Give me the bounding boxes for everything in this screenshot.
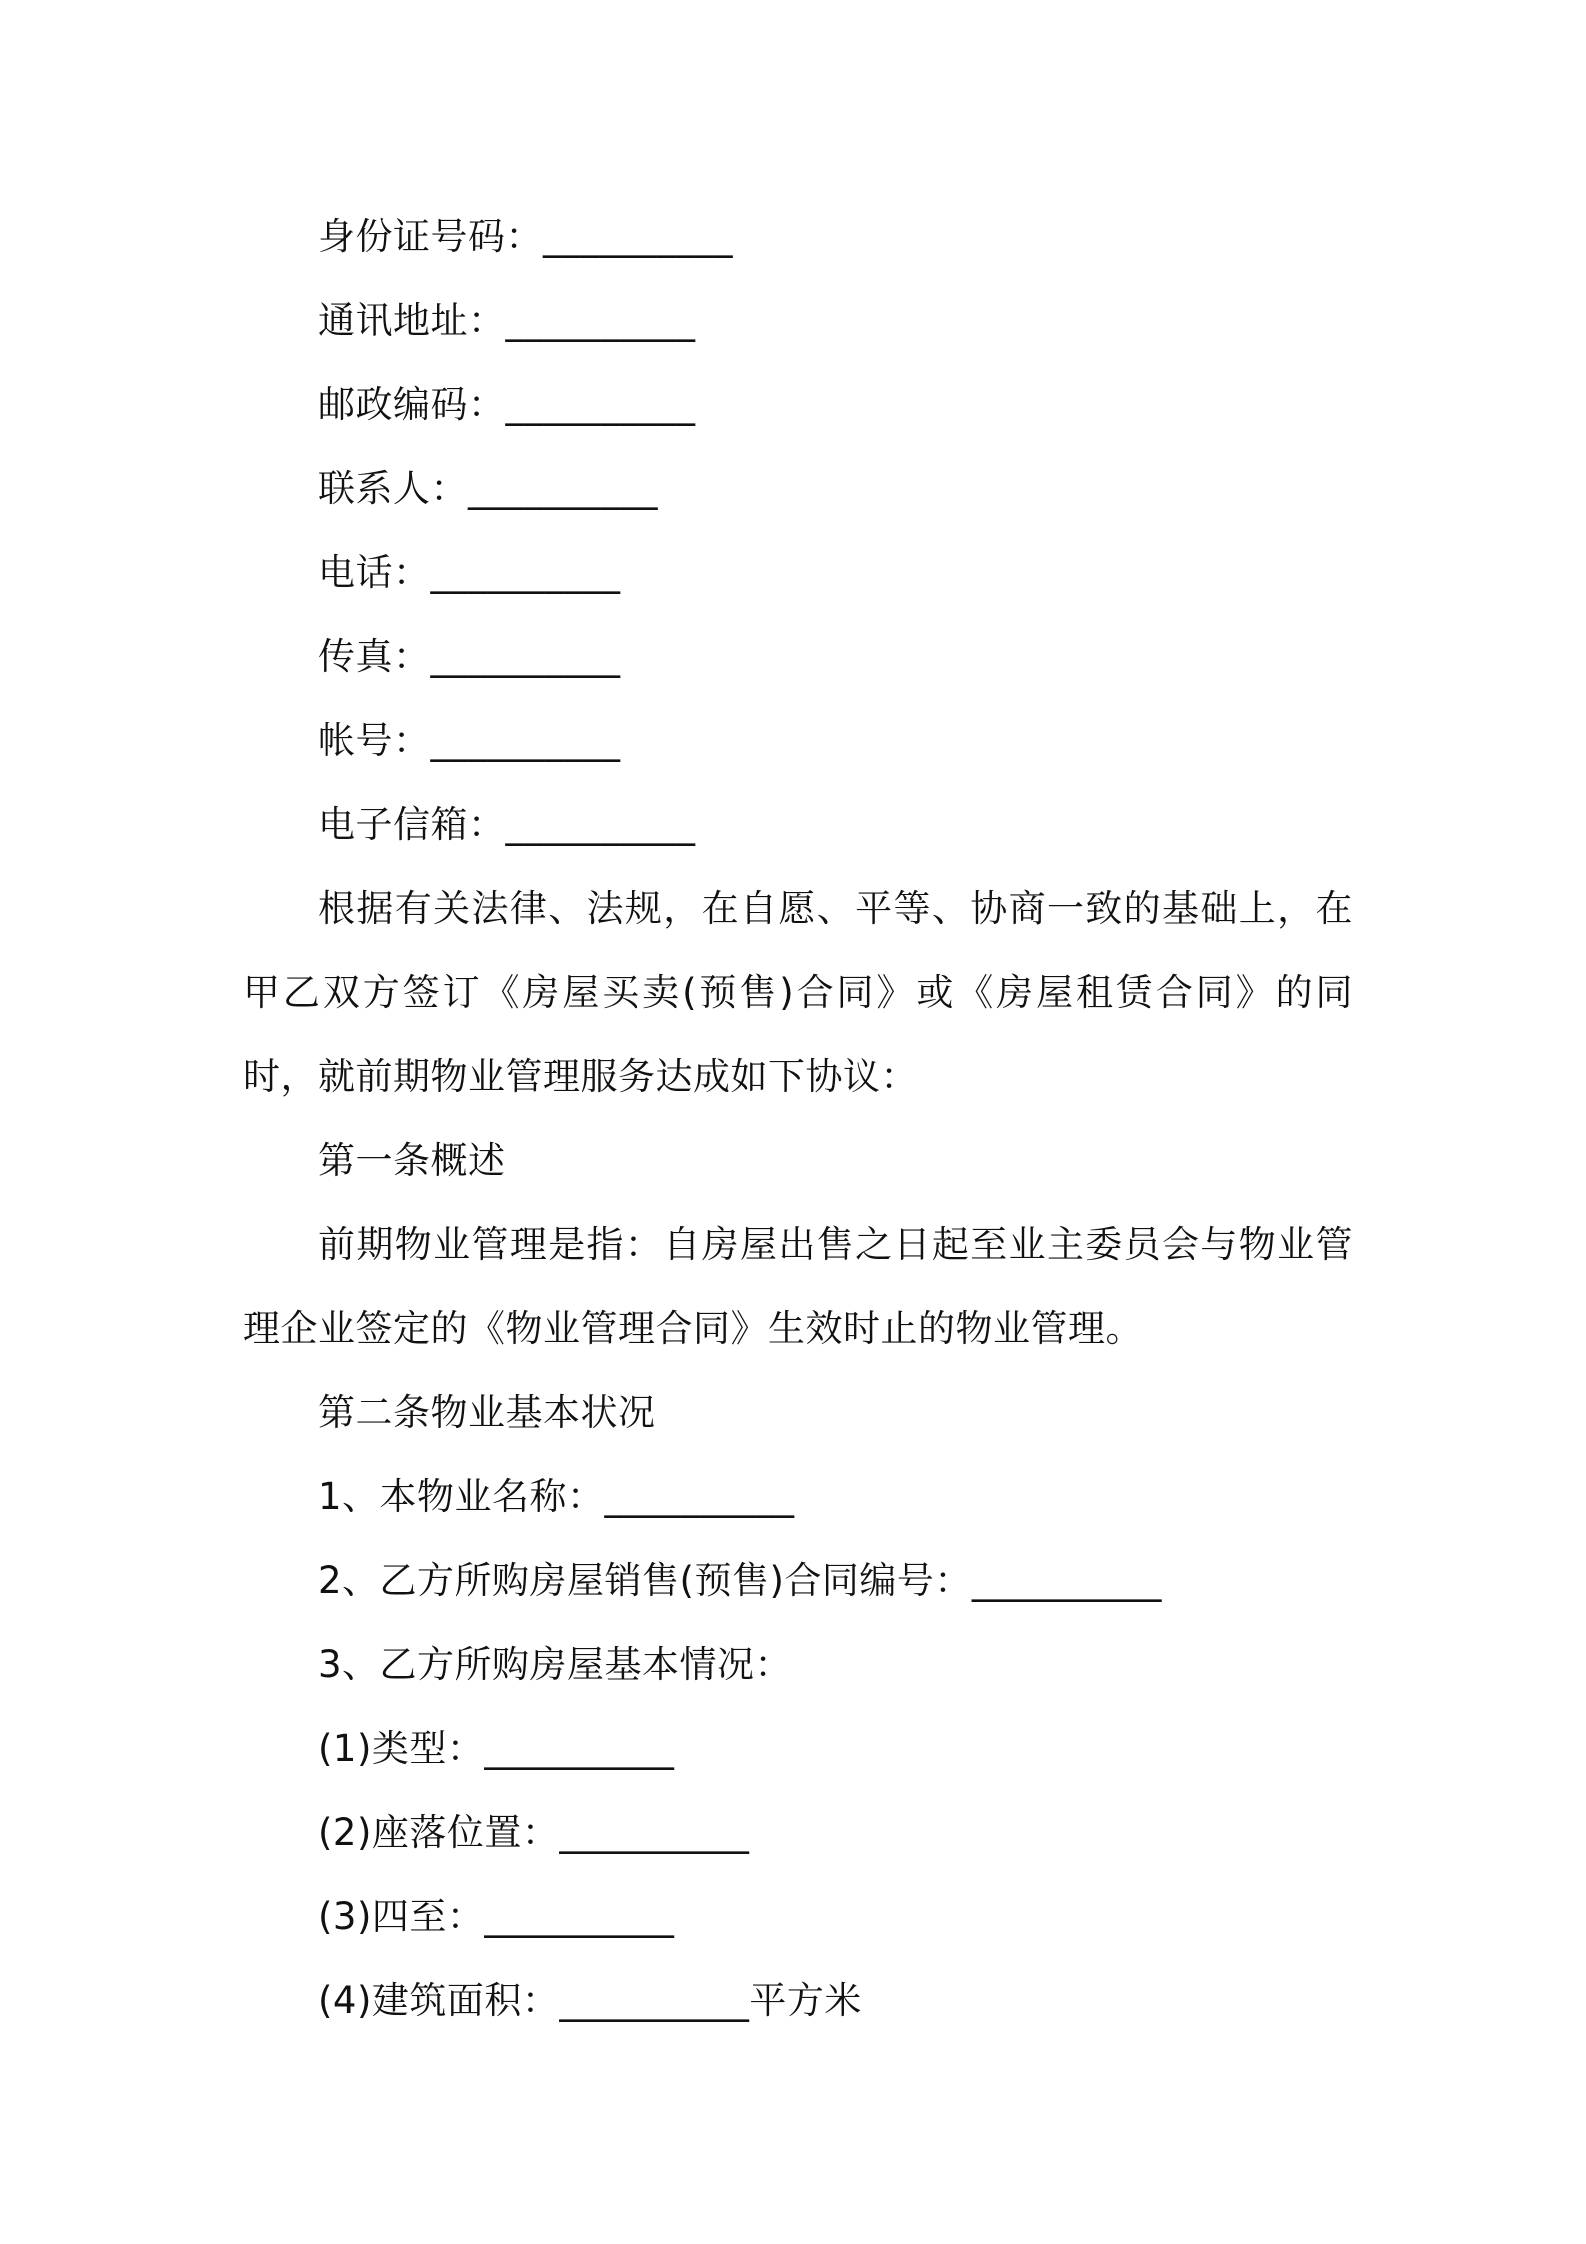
article-2-item-house-info: 3、乙方所购房屋基本情况： <box>318 1643 793 1686</box>
field-fax: 传真：__________ <box>318 635 621 678</box>
field-account-number: 帐号：__________ <box>318 719 621 762</box>
article-2-item-floor-area: (4)建筑面积：__________平方米 <box>318 1979 862 2022</box>
article-2-item-contract-number: 2、乙方所购房屋销售(预售)合同编号：__________ <box>318 1559 1162 1602</box>
field-email: 电子信箱：__________ <box>318 803 696 846</box>
intro-paragraph: 根据有关法律、法规，在自愿、平等、协商一致的基础上，在甲乙双方签订《房屋买卖(预售)合同》或《房屋租赁合同》的同时，就前期物业管理服务达成如下协议： <box>243 887 1353 1098</box>
article-2-heading: 第二条物业基本状况 <box>318 1391 656 1434</box>
article-2-item-property-name: 1、本物业名称：__________ <box>318 1475 795 1518</box>
document-content <box>243 195 1353 2043</box>
article-1-body: 前期物业管理是指：自房屋出售之日起至业主委员会与物业管理企业签定的《物业管理合同》生效时止的物业管理。 <box>243 1223 1353 1350</box>
field-id-number: 身份证号码：__________ <box>318 215 733 258</box>
article-1-heading: 第一条概述 <box>318 1139 506 1182</box>
field-postal-code: 邮政编码：__________ <box>318 383 696 426</box>
field-phone: 电话：__________ <box>318 551 621 594</box>
article-2-item-type: (1)类型：__________ <box>318 1727 675 1770</box>
field-mailing-address: 通讯地址：__________ <box>318 299 696 342</box>
field-contact-person: 联系人：__________ <box>318 467 658 510</box>
article-2-item-location: (2)座落位置：__________ <box>318 1811 750 1854</box>
article-2-item-boundaries: (3)四至：__________ <box>318 1895 675 1938</box>
